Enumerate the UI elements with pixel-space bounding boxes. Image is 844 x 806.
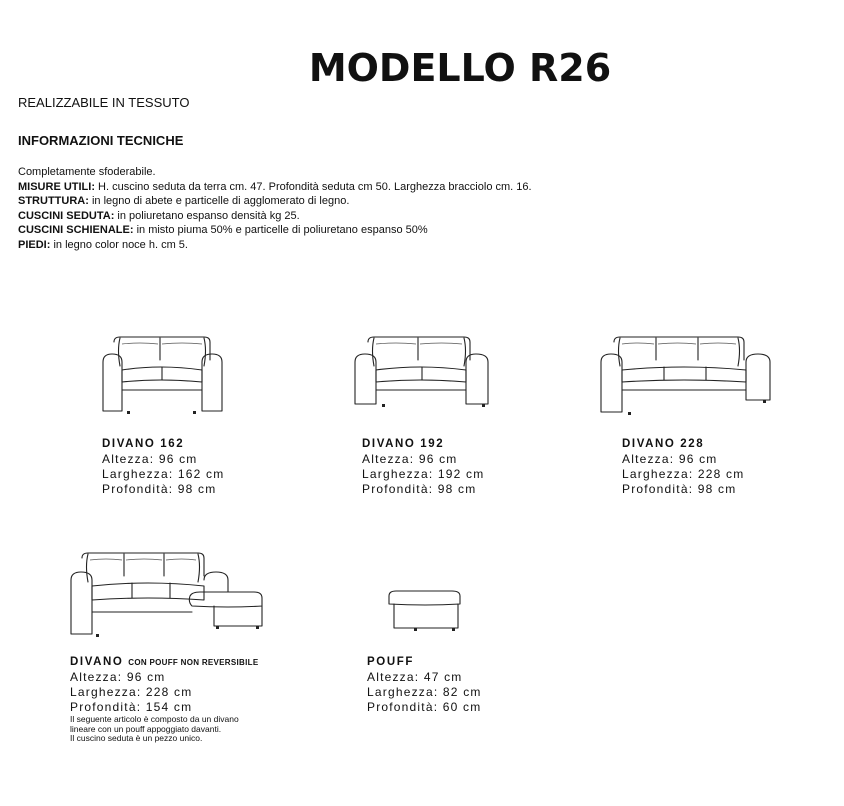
technical-specs xyxy=(18,165,532,253)
product-width: Larghezza: 228 cm xyxy=(70,685,193,699)
sofa-2-seat-icon xyxy=(100,334,240,418)
product-width: Larghezza: 192 cm xyxy=(362,467,485,481)
product-name: POUFF xyxy=(367,656,414,668)
spec-row-cuscini-seduta: CUSCINI SEDUTA: in poliuretano espanso densità kg 25. xyxy=(18,209,300,222)
page-title: MODELLO R26 xyxy=(308,46,612,90)
product-height: Altezza: 96 cm xyxy=(362,452,458,466)
product-name: DIVANO 192 xyxy=(362,438,445,450)
product-width: Larghezza: 82 cm xyxy=(367,685,482,699)
product-depth: Profondità: 98 cm xyxy=(622,482,737,496)
product-depth: Profondità: 154 cm xyxy=(70,700,193,714)
product-caption-divano-228 xyxy=(622,437,744,497)
product-width: Larghezza: 162 cm xyxy=(102,467,225,481)
spec-intro: Completamente sfoderabile. xyxy=(18,166,156,178)
product-note: Il seguente articolo è composto da un divano lineare con un pouff appoggiato davanti. Il cuscino seduta è un pezzo unico. xyxy=(70,714,239,743)
sofa-3-seat-icon xyxy=(598,334,776,418)
product-depth: Profondità: 98 cm xyxy=(102,482,217,496)
sofa-2-seat-wide-icon xyxy=(352,334,502,418)
product-name-suffix: CON POUFF NON REVERSIBILE xyxy=(128,658,259,667)
product-width: Larghezza: 228 cm xyxy=(622,467,745,481)
product-height: Altezza: 96 cm xyxy=(622,452,718,466)
spec-row-piedi: PIEDI: in legno color noce h. cm 5. xyxy=(18,238,188,251)
pouf-icon xyxy=(386,588,466,638)
product-caption-divano-162 xyxy=(102,437,224,497)
product-depth: Profondità: 98 cm xyxy=(362,482,477,496)
product-caption-divano-con-pouff xyxy=(70,655,258,744)
product-name: DIVANO 228 xyxy=(622,438,705,450)
section-title: INFORMAZIONI TECNICHE xyxy=(18,133,184,148)
product-height: Altezza: 96 cm xyxy=(70,670,166,684)
product-depth: Profondità: 60 cm xyxy=(367,700,482,714)
product-height: Altezza: 47 cm xyxy=(367,670,463,684)
spec-row-misure: MISURE UTILI: H. cuscino seduta da terra cm. 47. Profondità seduta cm 50. Larghezza bracciolo cm. 16. xyxy=(18,180,532,193)
sofa-with-pouf-icon xyxy=(68,550,268,640)
product-height: Altezza: 96 cm xyxy=(102,452,198,466)
spec-row-struttura: STRUTTURA: in legno di abete e particelle di agglomerato di legno. xyxy=(18,195,350,208)
product-caption-divano-192 xyxy=(362,437,484,497)
product-name: DIVANO 162 xyxy=(102,438,185,450)
product-caption-pouff xyxy=(367,655,482,715)
material-subtitle: REALIZZABILE IN TESSUTO xyxy=(18,95,190,110)
product-name: DIVANO CON POUFF NON REVERSIBILE xyxy=(70,656,259,668)
spec-row-cuscini-schienale: CUSCINI SCHIENALE: in misto piuma 50% e particelle di poliuretano espanso 50% xyxy=(18,224,428,237)
